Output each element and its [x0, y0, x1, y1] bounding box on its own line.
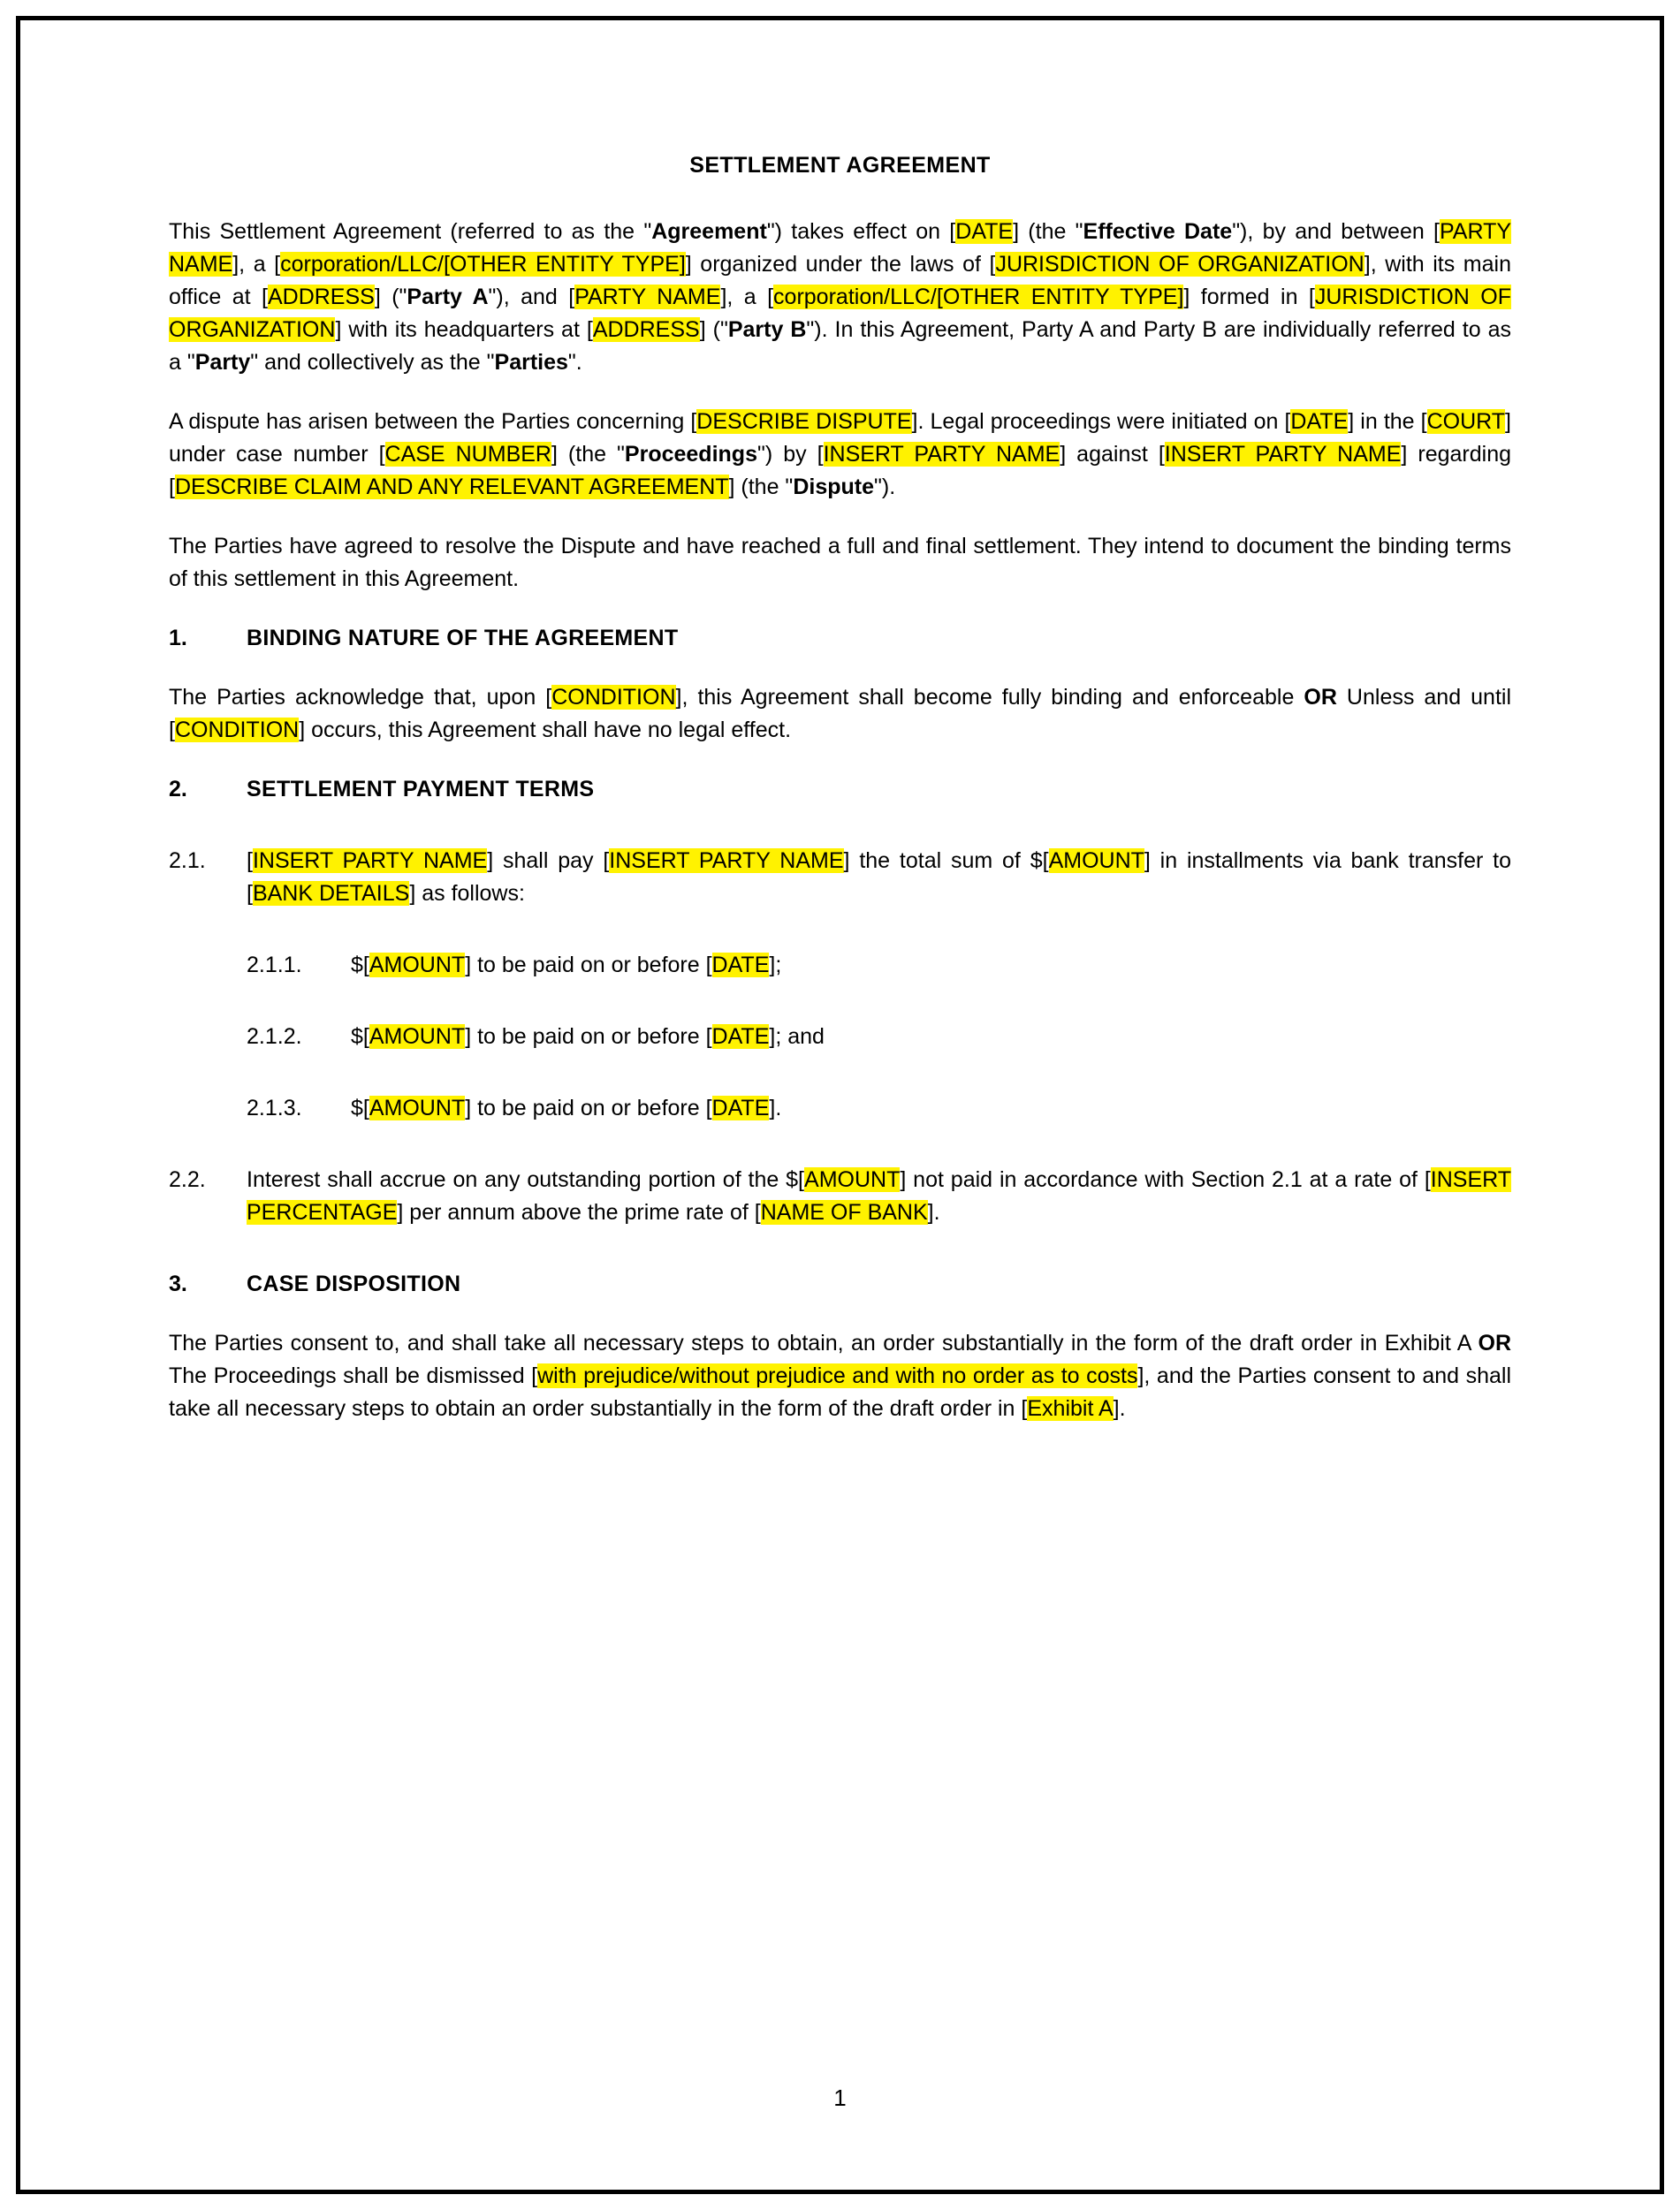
text: The Parties acknowledge that, upon [ [169, 685, 552, 710]
placeholder-party-name: INSERT PARTY NAME [1164, 442, 1402, 467]
text: [ [247, 848, 253, 873]
clause-2-1 [169, 845, 1511, 910]
term-proceedings: Proceedings [624, 442, 757, 467]
placeholder-percentage: INSERT PERCENTAGE [247, 1167, 1512, 1225]
text: $[ [351, 1096, 369, 1120]
placeholder-exhibit: Exhibit A [1027, 1396, 1114, 1421]
document-sheet [16, 16, 1664, 2194]
placeholder-amount: AMOUNT [804, 1167, 901, 1192]
text: "). In this Agreement, Party A and Party B are individually referred to as a " [169, 317, 1511, 375]
text: ] to be paid on or before [ [465, 1024, 712, 1049]
section-1-body [169, 681, 1511, 747]
placeholder-amount: AMOUNT [369, 1024, 466, 1049]
text: ] under case number [ [169, 409, 1511, 467]
text: ") by [ [756, 442, 824, 467]
text: ]. [769, 1096, 782, 1120]
text: "). [874, 475, 896, 499]
section-2-title: SETTLEMENT PAYMENT TERMS [247, 777, 595, 801]
placeholder-party-name: INSERT PARTY NAME [252, 848, 488, 873]
text: "), by and between [ [1232, 219, 1440, 244]
text: The Proceedings shall be dismissed [ [169, 1363, 538, 1388]
text: $[ [351, 953, 369, 977]
term-party-a: Party A [407, 285, 489, 309]
text: ]; [769, 953, 782, 977]
text: ] per annum above the prime rate of [ [397, 1200, 761, 1225]
section-1-title: BINDING NATURE OF THE AGREEMENT [247, 626, 679, 650]
text: ] against [ [1060, 442, 1165, 467]
placeholder-date: DATE [1290, 409, 1349, 434]
clause-2-1-1-text [351, 949, 1511, 982]
placeholder-condition: CONDITION [174, 718, 300, 742]
term-party-b: Party B [727, 317, 807, 342]
section-1-number: 1. [169, 626, 187, 650]
text: Unless and until [ [169, 685, 1511, 742]
clause-2-1-1-number: 2.1.1. [247, 953, 302, 977]
placeholder-party-name: INSERT PARTY NAME [609, 848, 844, 873]
text: ] as follows: [409, 881, 525, 906]
text: ] (the " [1013, 219, 1083, 244]
clause-2-1-2-text [351, 1021, 1511, 1053]
placeholder-jurisdiction: JURISDICTION OF ORGANIZATION [169, 285, 1512, 342]
clause-2-2-text [247, 1164, 1511, 1229]
text: ], and the Parties consent to and shall take all necessary steps to obtain an order substantially in the form of the draft order in [ [169, 1363, 1511, 1421]
clause-2-1-text [247, 845, 1511, 910]
placeholder-dismissal-terms: with prejudice/without prejudice and with no order as to costs [537, 1363, 1138, 1388]
section-2-heading [169, 773, 1511, 806]
text: ], this Agreement shall become fully binding and enforceable [675, 685, 1304, 710]
placeholder-condition: CONDITION [551, 685, 676, 710]
text: ] the total sum of $[ [843, 848, 1049, 873]
preamble-paragraph-3 [169, 530, 1511, 596]
placeholder-describe-dispute: DESCRIBE DISPUTE [696, 409, 912, 434]
placeholder-date: DATE [711, 1096, 770, 1120]
text: ] (" [699, 317, 728, 342]
clause-2-1-2-number: 2.1.2. [247, 1024, 302, 1049]
term-party: Party [194, 350, 251, 375]
placeholder-party-name: INSERT PARTY NAME [823, 442, 1060, 467]
clause-2-2 [169, 1164, 1511, 1229]
text: ". [567, 350, 582, 375]
text: ] formed in [ [1183, 285, 1315, 309]
page-title: SETTLEMENT AGREEMENT [689, 153, 991, 178]
term-effective-date: Effective Date [1083, 219, 1233, 244]
text: ] in the [ [1348, 409, 1427, 434]
text: ] regarding [ [169, 442, 1511, 499]
text: This Settlement Agreement (referred to as the " [169, 219, 652, 244]
text: ]. [1113, 1396, 1126, 1421]
placeholder-amount: AMOUNT [369, 953, 466, 977]
placeholder-address: ADDRESS [592, 317, 700, 342]
clause-2-1-2 [247, 1021, 1511, 1053]
text: ] to be paid on or before [ [465, 953, 712, 977]
placeholder-amount: AMOUNT [369, 1096, 466, 1120]
clause-2-1-3-text [351, 1092, 1511, 1125]
placeholder-date: DATE [955, 219, 1014, 244]
clause-2-1-3-number: 2.1.3. [247, 1096, 302, 1120]
text: ") takes effect on [ [766, 219, 956, 244]
section-1-heading [169, 622, 1511, 655]
placeholder-date: DATE [711, 953, 770, 977]
placeholder-bank-name: NAME OF BANK [760, 1200, 928, 1225]
placeholder-jurisdiction: JURISDICTION OF ORGANIZATION [995, 252, 1365, 277]
page-number: 1 [833, 2085, 847, 2111]
term-agreement: Agreement [651, 219, 767, 244]
clause-2-1-number: 2.1. [169, 848, 206, 873]
section-3-title: CASE DISPOSITION [247, 1272, 461, 1296]
text: ] shall pay [ [487, 848, 610, 873]
text: $[ [351, 1024, 369, 1049]
section-2-number: 2. [169, 777, 187, 801]
text: ] (the " [551, 442, 625, 467]
placeholder-date: DATE [711, 1024, 770, 1049]
clause-2-2-number: 2.2. [169, 1167, 206, 1192]
term-parties: Parties [494, 350, 568, 375]
text: ] (" [374, 285, 407, 309]
text: ] occurs, this Agreement shall have no legal effect. [299, 718, 792, 742]
preamble-paragraph-2 [169, 406, 1511, 504]
placeholder-entity-type: corporation/LLC/[OTHER ENTITY TYPE] [280, 252, 686, 277]
section-3-body [169, 1327, 1511, 1425]
clause-2-1-3 [247, 1092, 1511, 1125]
section-3-heading [169, 1268, 1511, 1301]
text: Interest shall accrue on any outstanding portion of the $[ [247, 1167, 805, 1192]
placeholder-describe-claim: DESCRIBE CLAIM AND ANY RELEVANT AGREEMENT [174, 475, 729, 499]
text: The Parties have agreed to resolve the Dispute and have reached a full and final settlement. They intend to document the binding terms of this settlement in this Agreement. [169, 534, 1511, 591]
text: ], with its main office at [ [169, 252, 1511, 309]
clause-2-1-1 [247, 949, 1511, 982]
text: ]. [927, 1200, 940, 1225]
section-3-number: 3. [169, 1272, 187, 1296]
text: "), and [ [488, 285, 575, 309]
text: ], a [ [720, 285, 774, 309]
placeholder-entity-type: corporation/LLC/[OTHER ENTITY TYPE] [773, 285, 1184, 309]
placeholder-party-name: PARTY NAME [574, 285, 721, 309]
text: A dispute has arisen between the Parties concerning [ [169, 409, 697, 434]
text: " and collectively as the " [250, 350, 495, 375]
placeholder-amount: AMOUNT [1048, 848, 1144, 873]
term-dispute: Dispute [793, 475, 874, 499]
placeholder-party-name: PARTY NAME [169, 219, 1512, 277]
text: The Parties consent to, and shall take all necessary steps to obtain, an order substantially in the form of the draft order in Exhibit A [169, 1331, 1479, 1356]
placeholder-bank-details: BANK DETAILS [252, 881, 410, 906]
text: ] (the " [728, 475, 794, 499]
text: ] with its headquarters at [ [335, 317, 593, 342]
text: ] organized under the laws of [ [685, 252, 996, 277]
placeholder-court: COURT [1426, 409, 1506, 434]
term-or: OR [1304, 685, 1337, 710]
placeholder-case-number: CASE NUMBER [384, 442, 551, 467]
text: ], a [ [232, 252, 281, 277]
text: ]. Legal proceedings were initiated on [ [911, 409, 1291, 434]
preamble-paragraph-1 [169, 216, 1511, 379]
term-or: OR [1478, 1331, 1511, 1356]
text: ] not paid in accordance with Section 2.1 at a rate of [ [900, 1167, 1431, 1192]
placeholder-address: ADDRESS [267, 285, 375, 309]
text: ] to be paid on or before [ [465, 1096, 712, 1120]
text: ] in installments via bank transfer to [ [247, 848, 1512, 906]
text: ]; and [769, 1024, 825, 1049]
